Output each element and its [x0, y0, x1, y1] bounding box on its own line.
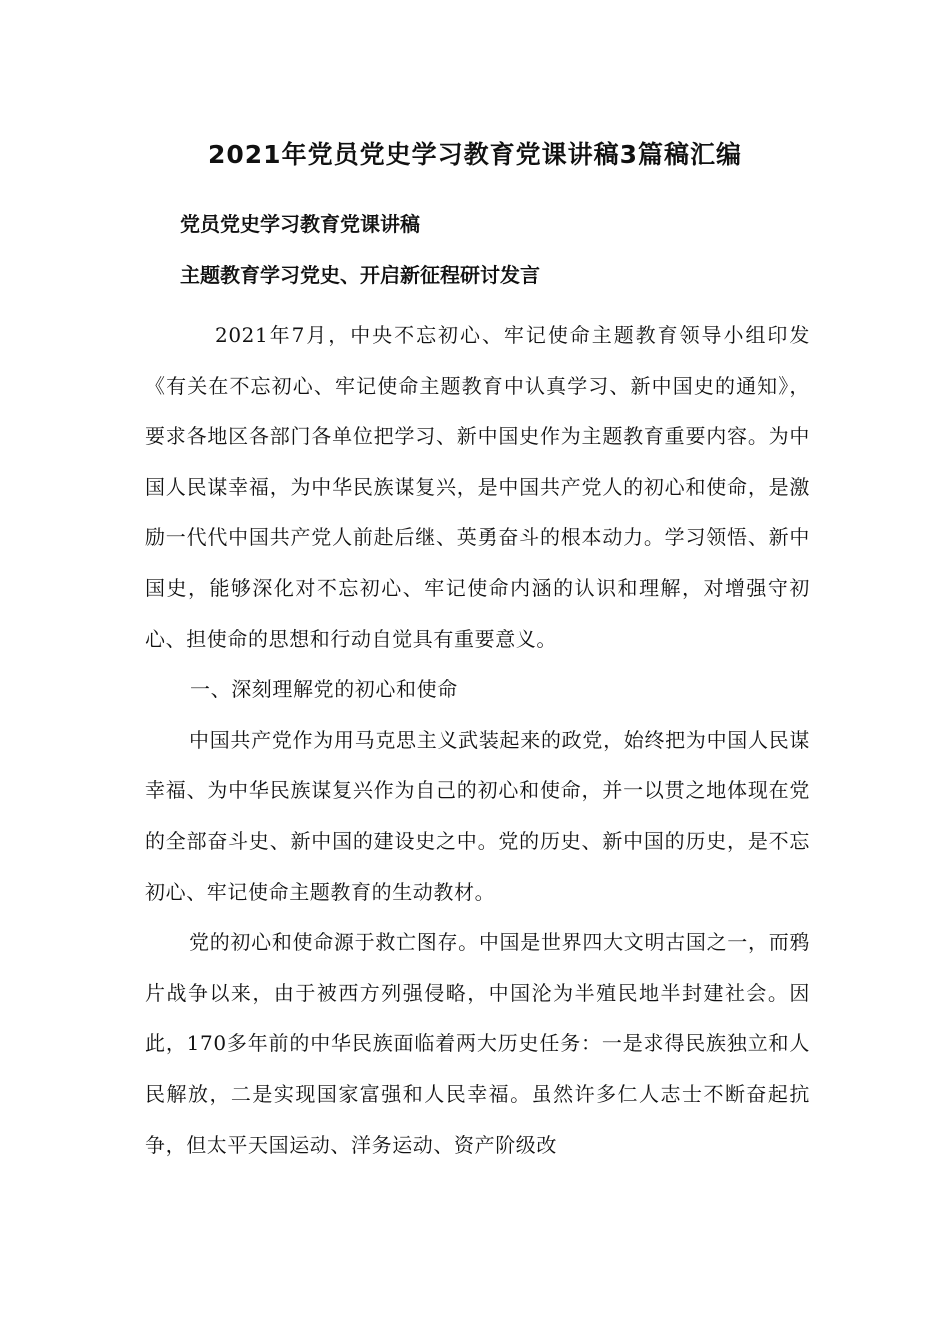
document-body [145, 310, 810, 1170]
section-heading-2: 主题教育学习党史、开启新征程研讨发言 [180, 263, 540, 287]
section-heading-1: 党员党史学习教育党课讲稿 [180, 212, 420, 236]
document-title: 2021年党员党史学习教育党课讲稿3篇稿汇编 [208, 140, 742, 169]
body-paragraph: 中国共产党作为用马克思主义武装起来的政党，始终把为中国人民谋幸福、为中华民族谋复兴作为自己的初心和使命，并一以贯之地体现在党的全部奋斗史、新中国的建设史之中。党的历史、新中国的历史，是不忘初心、牢记使命主题教育的生动教材。 [145, 727, 810, 904]
intro-paragraph: 2021年7月，中央不忘初心、牢记使命主题教育领导小组印发《有关在不忘初心、牢记使命主题教育中认真学习、新中国史的通知》，要求各地区各部门各单位把学习、新中国史作为主题教育重要内容。为中国人民谋幸福，为中华民族谋复兴，是中国共产党人的初心和使命，是激励一代代中国共产党人前赴后继、英勇奋斗的根本动力。学习领悟、新中国史，能够深化对不忘初心、牢记使命内涵的认识和理解，对增强守初心、担使命的思想和行动自觉具有重要意义。 [145, 323, 810, 651]
body-paragraph: 党的初心和使命源于救亡图存。中国是世界四大文明古国之一，而鸦片战争以来，由于被西方列强侵略，中国沦为半殖民地半封建社会。因此，170多年前的中华民族面临着两大历史任务：一是求得民族独立和人民解放，二是实现国家富强和人民幸福。虽然许多仁人志士不断奋起抗争，但太平天国运动、洋务运动、资产阶级改 [145, 930, 810, 1157]
subsection-heading: 一、深刻理解党的初心和使命 [190, 677, 458, 702]
